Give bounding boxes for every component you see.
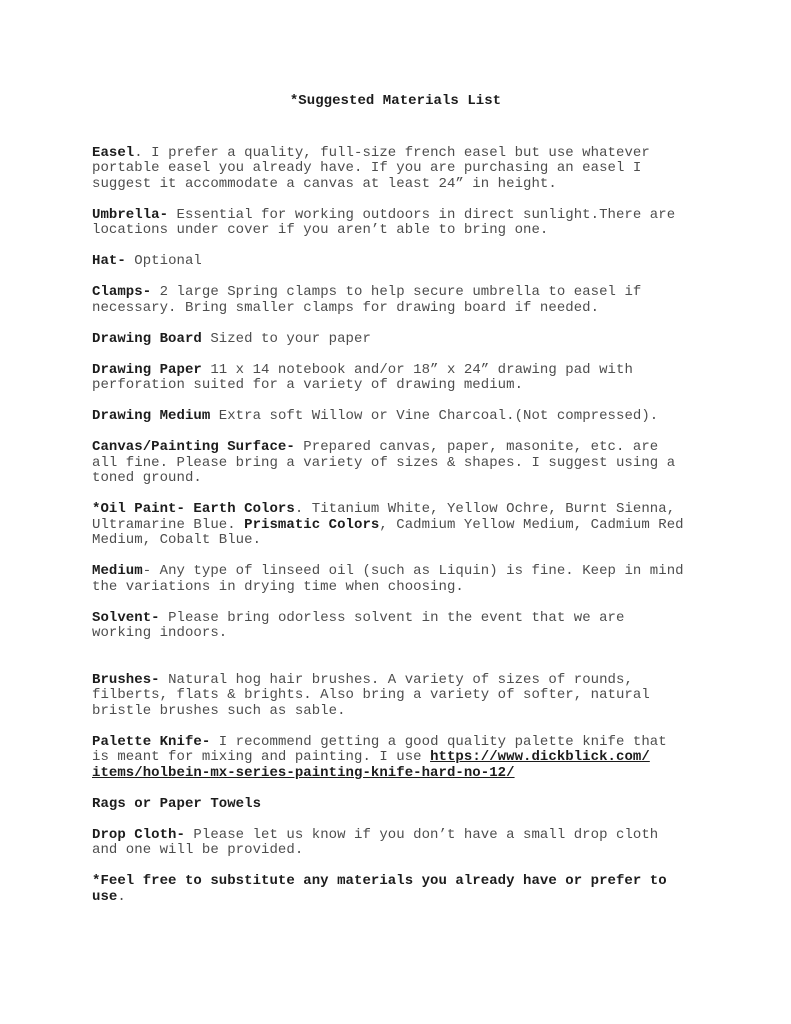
item-label: Medium [92,563,143,579]
item-label: Clamps- [92,284,152,300]
item-text: 11 x 14 notebook and/or 18” x 24” drawing pad with [201,361,633,378]
para-drawing-board [92,332,699,348]
item-label: Rags or Paper Towels [92,795,262,812]
palette-knife-link[interactable]: https://www.dickblick.com/ [430,749,650,765]
page-title: *Suggested Materials List [289,93,502,109]
item-text: portable easel you already have. If you are purchasing an easel I [92,160,642,176]
item-label: Brushes- [92,671,160,688]
para-drop-cloth [92,828,699,859]
item-label: Canvas/Painting Surface- [92,439,295,455]
item-label: Drop Cloth- [92,826,185,843]
para-palette-knife [92,735,699,782]
item-text: . [117,888,126,905]
item-text: Ultramarine Blue. [92,516,245,533]
item-text: Please let us know if you don’t have a small drop cloth [184,826,659,843]
item-label: Drawing Medium [92,408,211,424]
para-substitute-note [92,874,699,905]
palette-knife-link[interactable]: items/holbein-mx-series-painting-knife-hard-no-12/ [92,764,515,781]
item-label: Palette Knife- [92,733,211,750]
para-easel [92,146,699,193]
item-text: filberts, flats & brights. Also bring a variety of softer, natural [92,687,650,703]
item-label: Drawing Paper [92,361,202,378]
item-text: locations under cover if you aren’t able to bring one. [92,222,549,238]
para-drawing-medium [92,409,699,425]
item-text: Medium, Cobalt Blue. [92,532,262,548]
item-label: Umbrella- [92,206,169,223]
item-text: . I prefer a quality, full-size french easel but use whatever [134,144,650,161]
item-text: Optional [125,253,202,269]
item-text: Essential for working outdoors in direct sunlight.There are [168,206,676,223]
item-text: working indoors. [92,625,228,641]
para-solvent [92,611,699,642]
item-text: and one will be provided. [92,842,304,858]
item-text: , Cadmium Yellow Medium, Cadmium Red [379,516,684,533]
item-label: Prismatic Colors [244,516,380,533]
item-text: perforation suited for a variety of drawing medium. [92,377,524,393]
item-text: . Titanium White, Yellow Ochre, Burnt Sienna, [294,501,676,517]
item-text: is meant for mixing and painting. I use [92,749,431,765]
item-text: bristle brushes such as sable. [92,702,346,719]
para-canvas-painting-surface [92,440,699,487]
item-label: Drawing Board [92,330,202,347]
para-spacer [92,657,699,673]
para-brushes [92,673,699,720]
para-umbrella [92,208,699,239]
item-label: Easel [92,144,135,161]
para-hat [92,254,699,270]
item-label: *Oil Paint- Earth Colors [92,501,295,517]
item-text: Please bring odorless solvent in the event that we are [159,609,625,626]
item-text: I recommend getting a good quality palette knife that [210,733,667,750]
item-text: all fine. Please bring a variety of sizes & shapes. I suggest using a [92,454,676,471]
item-text: Prepared canvas, paper, masonite, etc. are [294,439,659,455]
item-text: Natural hog hair brushes. A variety of sizes of rounds, [159,671,633,688]
item-text: Sized to your paper [201,330,371,347]
item-text: toned ground. [92,470,202,486]
para-drawing-paper [92,363,699,394]
item-text: - Any type of linseed oil (such as Liquin) is fine. Keep in mind [142,563,684,579]
item-label: Hat- [92,253,126,269]
para-oil-paint [92,502,699,549]
materials-list [92,146,699,906]
item-text: Extra soft Willow or Vine Charcoal.(Not compressed). [210,408,659,424]
para-medium [92,564,699,595]
item-text: suggest it accommodate a canvas at least 24” in height. [92,175,557,192]
item-text: necessary. Bring smaller clamps for drawing board if needed. [92,299,600,316]
para-rags-or-paper-towels [92,797,699,813]
para-clamps [92,285,699,316]
item-text: the variations in drying time when choosing. [92,578,464,595]
item-label: *Feel free to substitute any materials you already have or prefer to use [92,873,667,905]
item-text: 2 large Spring clamps to help secure umbrella to easel if [151,284,642,300]
item-label: Solvent- [92,609,160,626]
